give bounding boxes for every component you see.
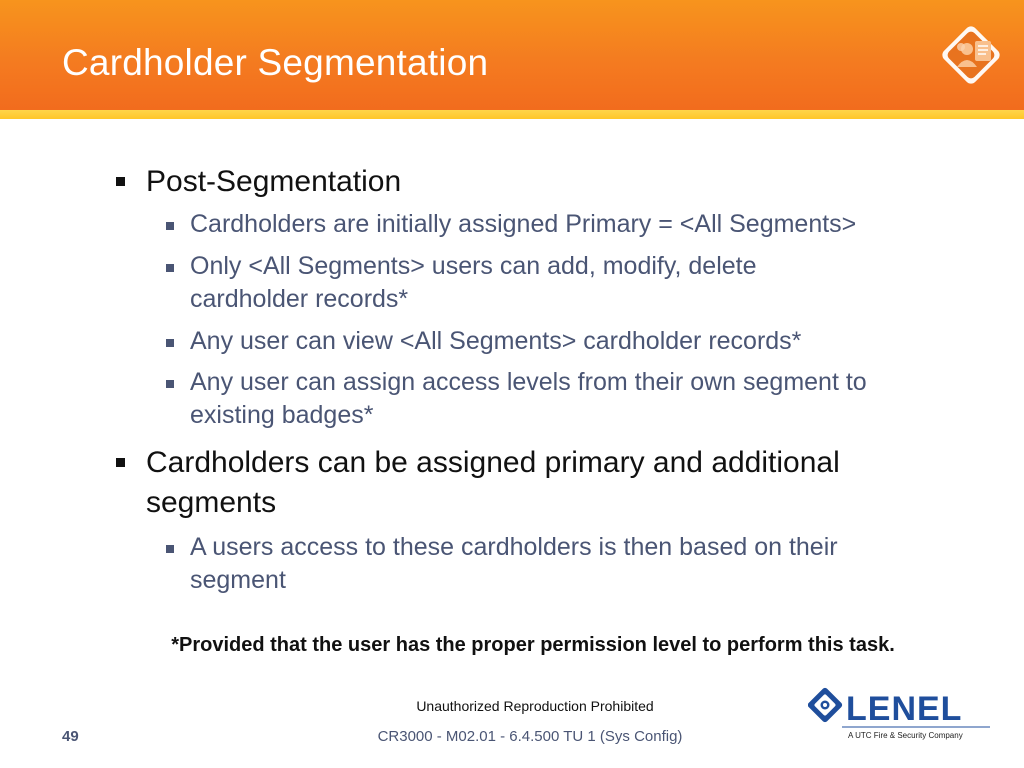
lenel-tagline: A UTC Fire & Security Company [848, 731, 963, 740]
sub-bullet-marker [166, 380, 174, 388]
lenel-logo [808, 684, 994, 744]
sub-bullet-marker [166, 545, 174, 553]
sub-bullet-text: Cardholders are initially assigned Primary = <All Segments> [190, 210, 857, 238]
sub-bullet-marker [166, 264, 174, 272]
course-code: CR3000 - M02.01 - 6.4.500 TU 1 (Sys Config) [377, 728, 683, 745]
bullet-text: segments [146, 486, 277, 519]
bullet-marker [116, 177, 125, 186]
lenel-wordmark: LENEL [846, 690, 963, 728]
sub-bullet-marker [166, 339, 174, 347]
reproduction-notice: Unauthorized Reproduction Prohibited [416, 698, 654, 714]
bullet-marker [116, 458, 125, 467]
lenel-diamond-icon [808, 687, 843, 724]
sub-bullet-text: existing badges* [190, 401, 374, 429]
sub-bullet-text: Any user can assign access levels from their own segment to [190, 368, 867, 396]
sub-bullet-marker [166, 222, 174, 230]
sub-bullet-text: cardholder records* [190, 285, 409, 313]
bullet-text: Cardholders can be assigned primary and additional [146, 446, 840, 479]
bullet-text: Post-Segmentation [146, 165, 402, 198]
page-number: 49 [62, 728, 79, 745]
footnote: *Provided that the user has the proper permission level to perform this task. [171, 634, 895, 656]
sub-bullet-text: A users access to these cardholders is then based on their [190, 533, 838, 561]
sub-bullet-text: Only <All Segments> users can add, modify, delete [190, 252, 757, 280]
sub-bullet-text: segment [190, 566, 286, 594]
sub-bullet-text: Any user can view <All Segments> cardholder records* [190, 327, 802, 355]
slide-title: Cardholder Segmentation [62, 42, 489, 83]
